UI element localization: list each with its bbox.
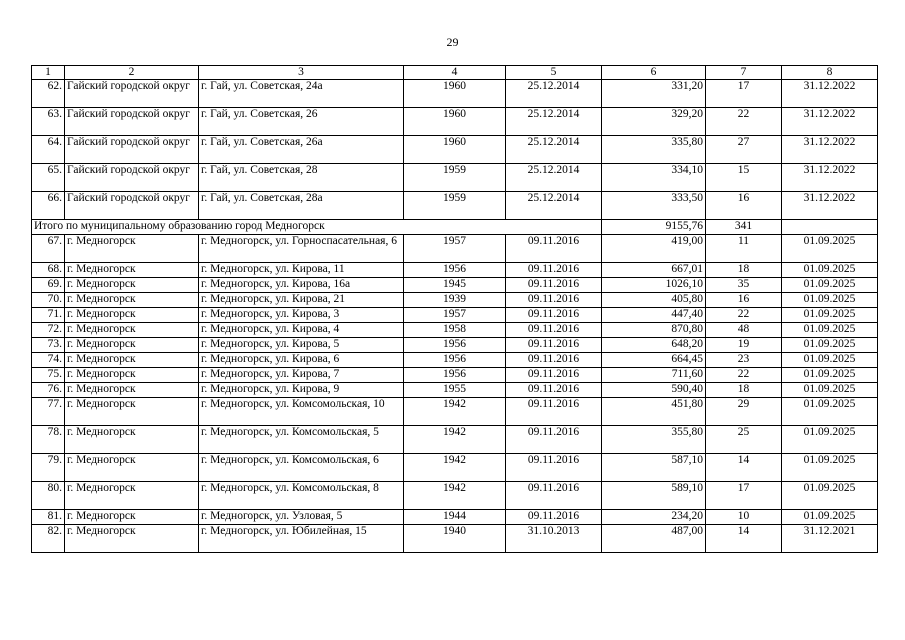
cell-area: г. Медногорск [65,368,199,383]
cell-date: 09.11.2016 [506,293,602,308]
cell-date: 09.11.2016 [506,426,602,454]
cell-sq: 335,80 [602,136,706,164]
table-row [32,454,878,482]
cell-date: 09.11.2016 [506,368,602,383]
cell-term: 01.09.2025 [782,426,878,454]
cell-area: г. Медногорск [65,338,199,353]
cell-sq: 587,10 [602,454,706,482]
cell-term: 01.09.2025 [782,323,878,338]
cell-cnt: 17 [706,482,782,510]
cell-addr: г. Медногорск, ул. Кирова, 9 [199,383,404,398]
cell-sq: 329,20 [602,108,706,136]
cell-date: 09.11.2016 [506,383,602,398]
cell-sq: 419,00 [602,235,706,263]
cell-year: 1960 [404,80,506,108]
cell-n: 72. [32,323,65,338]
cell-addr: г. Медногорск, ул. Юбилейная, 15 [199,525,404,553]
column-header: 1 [32,66,65,80]
cell-n: 65. [32,164,65,192]
table-row [32,293,878,308]
table-row [32,426,878,454]
cell-date: 25.12.2014 [506,80,602,108]
cell-n: 80. [32,482,65,510]
cell-cnt: 29 [706,398,782,426]
cell-addr: г. Медногорск, ул. Комсомольская, 8 [199,482,404,510]
cell-year: 1956 [404,338,506,353]
cell-term: 31.12.2022 [782,136,878,164]
cell-term: 01.09.2025 [782,510,878,525]
cell-cnt: 18 [706,263,782,278]
cell-date: 09.11.2016 [506,510,602,525]
table-row [32,482,878,510]
cell-area: г. Медногорск [65,278,199,293]
cell-addr: г. Медногорск, ул. Кирова, 16а [199,278,404,293]
cell-term: 31.12.2022 [782,164,878,192]
cell-date: 09.11.2016 [506,278,602,293]
cell-date: 25.12.2014 [506,136,602,164]
cell-year: 1944 [404,510,506,525]
cell-cnt: 35 [706,278,782,293]
cell-term: 01.09.2025 [782,353,878,368]
cell-year: 1955 [404,383,506,398]
cell-area: Гайский городской округ [65,136,199,164]
cell-term: 01.09.2025 [782,398,878,426]
cell-year: 1956 [404,263,506,278]
cell-addr: г. Медногорск, ул. Кирова, 5 [199,338,404,353]
cell-cnt: 48 [706,323,782,338]
cell-date: 09.11.2016 [506,353,602,368]
cell-n: 63. [32,108,65,136]
cell-cnt: 18 [706,383,782,398]
cell-year: 1942 [404,398,506,426]
table-row [32,278,878,293]
cell-cnt: 17 [706,80,782,108]
cell-n: 71. [32,308,65,323]
cell-n: 73. [32,338,65,353]
cell-area: г. Медногорск [65,263,199,278]
cell-n: 81. [32,510,65,525]
cell-cnt: 23 [706,353,782,368]
column-header: 5 [506,66,602,80]
table-row [32,525,878,553]
cell-n: 77. [32,398,65,426]
cell-term: 01.09.2025 [782,263,878,278]
cell-cnt: 27 [706,136,782,164]
column-header: 7 [706,66,782,80]
cell-cnt: 22 [706,108,782,136]
cell-year: 1940 [404,525,506,553]
cell-year: 1942 [404,482,506,510]
cell-date: 25.12.2014 [506,108,602,136]
cell-area: г. Медногорск [65,235,199,263]
cell-addr: г. Медногорск, ул. Комсомольская, 5 [199,426,404,454]
cell-n: 79. [32,454,65,482]
table-row [32,80,878,108]
cell-addr: г. Гай, ул. Советская, 26 [199,108,404,136]
cell-n: 75. [32,368,65,383]
cell-term: 01.09.2025 [782,338,878,353]
cell-addr: г. Медногорск, ул. Кирова, 11 [199,263,404,278]
cell-sq: 870,80 [602,323,706,338]
cell-addr: г. Медногорск, ул. Кирова, 7 [199,368,404,383]
cell-addr: г. Медногорск, ул. Кирова, 3 [199,308,404,323]
cell-sq: 334,10 [602,164,706,192]
column-header: 6 [602,66,706,80]
cell-n: 78. [32,426,65,454]
cell-area: г. Медногорск [65,308,199,323]
cell-cnt: 16 [706,293,782,308]
cell-sq: 234,20 [602,510,706,525]
cell-n: 68. [32,263,65,278]
subtotal-row [32,220,878,235]
cell-year: 1960 [404,108,506,136]
cell-sq: 590,40 [602,383,706,398]
table-row [32,136,878,164]
cell-addr: г. Гай, ул. Советская, 24а [199,80,404,108]
cell-date: 09.11.2016 [506,308,602,323]
cell-sq: 333,50 [602,192,706,220]
cell-addr: г. Медногорск, ул. Комсомольская, 10 [199,398,404,426]
table-row [32,383,878,398]
cell-area: г. Медногорск [65,323,199,338]
cell-area: Гайский городской округ [65,80,199,108]
table-row [32,368,878,383]
table-row [32,338,878,353]
table-row [32,353,878,368]
subtotal-label: Итого по муниципальному образованию город Медногорск [32,220,602,235]
cell-addr: г. Медногорск, ул. Горноспасательная, 6 [199,235,404,263]
cell-year: 1959 [404,192,506,220]
cell-n: 67. [32,235,65,263]
table-row [32,263,878,278]
cell-date: 09.11.2016 [506,235,602,263]
subtotal-area: 9155,76 [602,220,706,235]
cell-addr: г. Медногорск, ул. Кирова, 4 [199,323,404,338]
cell-area: г. Медногорск [65,454,199,482]
cell-n: 74. [32,353,65,368]
cell-term: 01.09.2025 [782,383,878,398]
cell-area: г. Медногорск [65,398,199,426]
cell-year: 1956 [404,368,506,383]
cell-sq: 648,20 [602,338,706,353]
cell-date: 25.12.2014 [506,192,602,220]
cell-term: 01.09.2025 [782,368,878,383]
cell-area: г. Медногорск [65,383,199,398]
cell-sq: 664,45 [602,353,706,368]
cell-addr: г. Гай, ул. Советская, 28 [199,164,404,192]
cell-cnt: 15 [706,164,782,192]
column-header: 2 [65,66,199,80]
cell-area: г. Медногорск [65,353,199,368]
cell-date: 09.11.2016 [506,323,602,338]
cell-year: 1956 [404,353,506,368]
cell-sq: 667,01 [602,263,706,278]
cell-addr: г. Медногорск, ул. Кирова, 6 [199,353,404,368]
cell-term: 01.09.2025 [782,235,878,263]
cell-area: г. Медногорск [65,482,199,510]
cell-date: 31.10.2013 [506,525,602,553]
cell-cnt: 10 [706,510,782,525]
cell-date: 09.11.2016 [506,454,602,482]
cell-area: г. Медногорск [65,510,199,525]
page-number: 29 [446,35,459,49]
cell-term: 01.09.2025 [782,454,878,482]
cell-cnt: 19 [706,338,782,353]
cell-year: 1957 [404,308,506,323]
cell-year: 1957 [404,235,506,263]
table-row [32,164,878,192]
cell-year: 1942 [404,454,506,482]
cell-addr: г. Медногорск, ул. Узловая, 5 [199,510,404,525]
table-row [32,308,878,323]
cell-cnt: 14 [706,525,782,553]
cell-term: 01.09.2025 [782,293,878,308]
cell-area: г. Медногорск [65,293,199,308]
cell-area: г. Медногорск [65,426,199,454]
cell-term: 01.09.2025 [782,278,878,293]
subtotal-count: 341 [706,220,782,235]
cell-n: 64. [32,136,65,164]
cell-sq: 589,10 [602,482,706,510]
cell-date: 09.11.2016 [506,398,602,426]
table-row [32,323,878,338]
table-row [32,108,878,136]
cell-n: 70. [32,293,65,308]
cell-term: 01.09.2025 [782,308,878,323]
cell-n: 62. [32,80,65,108]
table-row [32,192,878,220]
table-row [32,398,878,426]
table-row [32,510,878,525]
cell-date: 09.11.2016 [506,482,602,510]
cell-sq: 487,00 [602,525,706,553]
cell-sq: 1026,10 [602,278,706,293]
cell-cnt: 22 [706,308,782,323]
cell-term: 31.12.2022 [782,192,878,220]
column-header: 4 [404,66,506,80]
cell-cnt: 11 [706,235,782,263]
cell-term: 31.12.2022 [782,108,878,136]
table-body [32,66,878,553]
cell-year: 1958 [404,323,506,338]
cell-year: 1942 [404,426,506,454]
cell-addr: г. Медногорск, ул. Кирова, 21 [199,293,404,308]
column-header: 8 [782,66,878,80]
cell-term: 31.12.2022 [782,80,878,108]
cell-cnt: 25 [706,426,782,454]
cell-sq: 331,20 [602,80,706,108]
cell-term: 31.12.2021 [782,525,878,553]
cell-sq: 355,80 [602,426,706,454]
subtotal-empty [782,220,878,235]
cell-term: 01.09.2025 [782,482,878,510]
cell-addr: г. Медногорск, ул. Комсомольская, 6 [199,454,404,482]
cell-n: 76. [32,383,65,398]
column-number-row [32,66,878,80]
cell-year: 1945 [404,278,506,293]
cell-area: Гайский городской округ [65,192,199,220]
cell-addr: г. Гай, ул. Советская, 26а [199,136,404,164]
cell-n: 66. [32,192,65,220]
cell-sq: 451,80 [602,398,706,426]
cell-year: 1959 [404,164,506,192]
cell-date: 09.11.2016 [506,338,602,353]
cell-cnt: 22 [706,368,782,383]
cell-date: 09.11.2016 [506,263,602,278]
cell-addr: г. Гай, ул. Советская, 28а [199,192,404,220]
cell-area: Гайский городской округ [65,164,199,192]
cell-sq: 405,80 [602,293,706,308]
cell-year: 1939 [404,293,506,308]
cell-area: г. Медногорск [65,525,199,553]
cell-sq: 711,60 [602,368,706,383]
cell-year: 1960 [404,136,506,164]
cell-n: 82. [32,525,65,553]
column-header: 3 [199,66,404,80]
cell-area: Гайский городской округ [65,108,199,136]
housing-register-table [31,65,878,553]
cell-sq: 447,40 [602,308,706,323]
cell-n: 69. [32,278,65,293]
cell-date: 25.12.2014 [506,164,602,192]
cell-cnt: 14 [706,454,782,482]
cell-cnt: 16 [706,192,782,220]
table-row [32,235,878,263]
